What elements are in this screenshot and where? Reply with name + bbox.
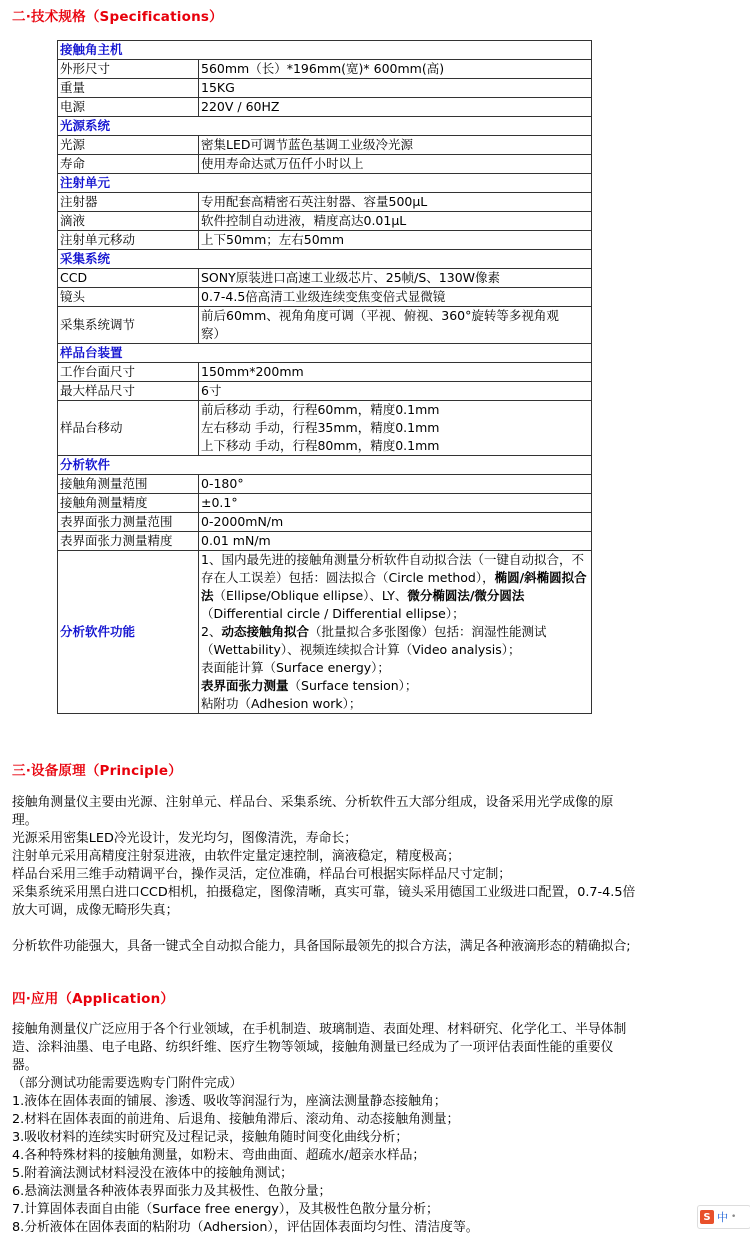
group-header: 采集系统 — [58, 250, 592, 269]
input-method-widget[interactable] — [697, 1205, 750, 1229]
group-header: 光源系统 — [58, 117, 592, 136]
application-text: 接触角测量仪广泛应用于各个行业领域，在手机制造、玻璃制造、表面处理、材料研究、化学化工、半导体制造、涂料油墨、电子电路、纺织纤维、医疗生物等领域，接触角测量已经成为了一项评估表面性能的重要仪器。 （部分测试功能需要选购专门附件完成） 1.液体在固体表面的铺展、渗透、吸收等润湿行为，座滴法测量静态接触角； 2.材料在固体表面的前进角、后退角、接触角滞后、滚动角、动态接触角测量； 3.吸收材料的连续实时研究及过程记录，接触角随时间变化曲线分析； 4.各种特殊材料的接触角测量，如粉末、弯曲曲面、超疏水/超亲水样品； 5.附着滴法测试材料浸没在液体中的接触角测试； 6.悬滴法测量各种液体表界面张力及其极性、色散分量； 7.计算固体表面自由能（Surface free energy），及其极性色散分量分析； 8.分析液体在固体表面的粘附功（Adhersion），评估固体表面均匀性、清洁度等。 — [12, 1021, 637, 1237]
list-item: 6.悬滴法测量各种液体表界面张力及其极性、色散分量； — [12, 1184, 332, 1199]
table-row: CCD SONY原装进口高速工业级芯片、25帧/S、130W像素 — [58, 269, 592, 288]
table-row — [58, 250, 592, 269]
table-row: 工作台面尺寸 150mm*200mm — [58, 363, 592, 382]
table-row — [58, 174, 592, 193]
ime-logo-icon: S — [700, 1210, 714, 1224]
table-row: 表界面张力测量精度 0.01 mN/m — [58, 532, 592, 551]
language-toggle[interactable]: 中 — [717, 1211, 728, 1224]
list-item: 5.附着滴法测试材料浸没在液体中的接触角测试； — [12, 1166, 293, 1181]
list-item: 8.分析液体在固体表面的粘附功（Adhersion），评估固体表面均匀性、清洁度等。 — [12, 1220, 479, 1235]
software-function-label: 分析软件功能 — [58, 551, 199, 714]
list-item: 3.吸收材料的连续实时研究及过程记录，接触角随时间变化曲线分析； — [12, 1130, 409, 1145]
table-row: 光源 密集LED可调节蓝色基调工业级冷光源 — [58, 136, 592, 155]
table-row: 接触角测量精度 ±0.1° — [58, 494, 592, 513]
table-row: 最大样品尺寸 6寸 — [58, 382, 592, 401]
table-row: 滴液 软件控制自动进液，精度高达0.01μL — [58, 212, 592, 231]
table-row: 重量 15KG — [58, 79, 592, 98]
table-row: 电源 220V / 60HZ — [58, 98, 592, 117]
table-row: 接触角测量范围 0-180° — [58, 475, 592, 494]
list-item: 4.各种特殊材料的接触角测量，如粉末、弯曲曲面、超疏水/超亲水样品； — [12, 1148, 426, 1163]
principle-text: 接触角测量仪主要由光源、注射单元、样品台、采集系统、分析软件五大部分组成，设备采用光学成像的原理。 光源采用密集LED冷光设计，发光均匀，图像清洗，寿命长； 注射单元采用高精度注射泵进液，由软件定量定速控制，滴液稳定，精度极高； 样品台采用三维手动精调平台，操作灵活，定位准确，样品台可根据实际样品尺寸定制； 采集系统采用黑白进口CCD相机，拍摄稳定，图像清晰，真实可靠，镜头采用德国工业级进口配置，0.7-4.5倍放大可调，成像无畸形失真； 分析软件功能强大，具备一键式全自动拟合能力，具备国际最领先的拟合方法，满足各种液滴形态的精确拟合; — [12, 795, 636, 954]
table-row — [58, 117, 592, 136]
table-row: 注射单元移动 上下50mm；左右50mm — [58, 231, 592, 250]
table-row — [58, 456, 592, 475]
table-row — [58, 344, 592, 363]
more-icon[interactable]: • — [731, 1212, 737, 1222]
table-row — [58, 551, 592, 714]
table-row: 注射器 专用配套高精密石英注射器、容量500μL — [58, 193, 592, 212]
list-item: 2.材料在固体表面的前进角、后退角、接触角滞后、滚动角、动态接触角测量； — [12, 1112, 460, 1127]
list-item: 7.计算固体表面自由能（Surface free energy），及其极性色散分量分析； — [12, 1202, 439, 1217]
group-header: 分析软件 — [58, 456, 592, 475]
specs-section-title: 二·技术规格（Specifications） — [12, 9, 223, 25]
table-row: 采集系统调节 前后60mm、视角角度可调（平视、俯视、360°旋转等多视角观察） — [58, 307, 592, 344]
table-row — [58, 41, 592, 60]
group-header: 注射单元 — [58, 174, 592, 193]
table-row: 寿命 使用寿命达贰万伍仟小时以上 — [58, 155, 592, 174]
group-header: 样品台装置 — [58, 344, 592, 363]
list-item: 1.液体在固体表面的铺展、渗透、吸收等润湿行为，座滴法测量静态接触角； — [12, 1094, 447, 1109]
application-section-title: 四·应用（Application） — [12, 991, 175, 1007]
table-row: 镜头 0.7-4.5倍高清工业级连续变焦变倍式显微镜 — [58, 288, 592, 307]
spec-table — [57, 40, 592, 714]
principle-section-title: 三·设备原理（Principle） — [12, 763, 182, 779]
group-header: 接触角主机 — [58, 41, 592, 60]
table-row: 外形尺寸 560mm（长）*196mm(宽)* 600mm(高) — [58, 60, 592, 79]
table-row: 样品台移动 前后移动 手动，行程60mm，精度0.1mm 左右移动 手动，行程35mm，精度0.1mm 上下移动 手动，行程80mm，精度0.1mm — [58, 401, 592, 456]
table-row: 表界面张力测量范围 0-2000mN/m — [58, 513, 592, 532]
software-function-details: 1、国内最先进的接触角测量分析软件自动拟合法（一键自动拟合，不存在人工误差）包括：圆法拟合（Circle method），椭圆/斜椭圆拟合法（Ellipse/Oblique ellipse）、LY、微分椭圆法/微分圆法（Differential circle / Differential ellipse）； 2、动态接触角拟合（批量拟合多张图像）包括：润湿性能测试（Wettability）、视频连续拟合计算（Video analysis）； 表面能计算（Surface energy）； 表界面张力测量（Surface tension）； 粘附功（Adhesion work）； — [199, 551, 592, 714]
